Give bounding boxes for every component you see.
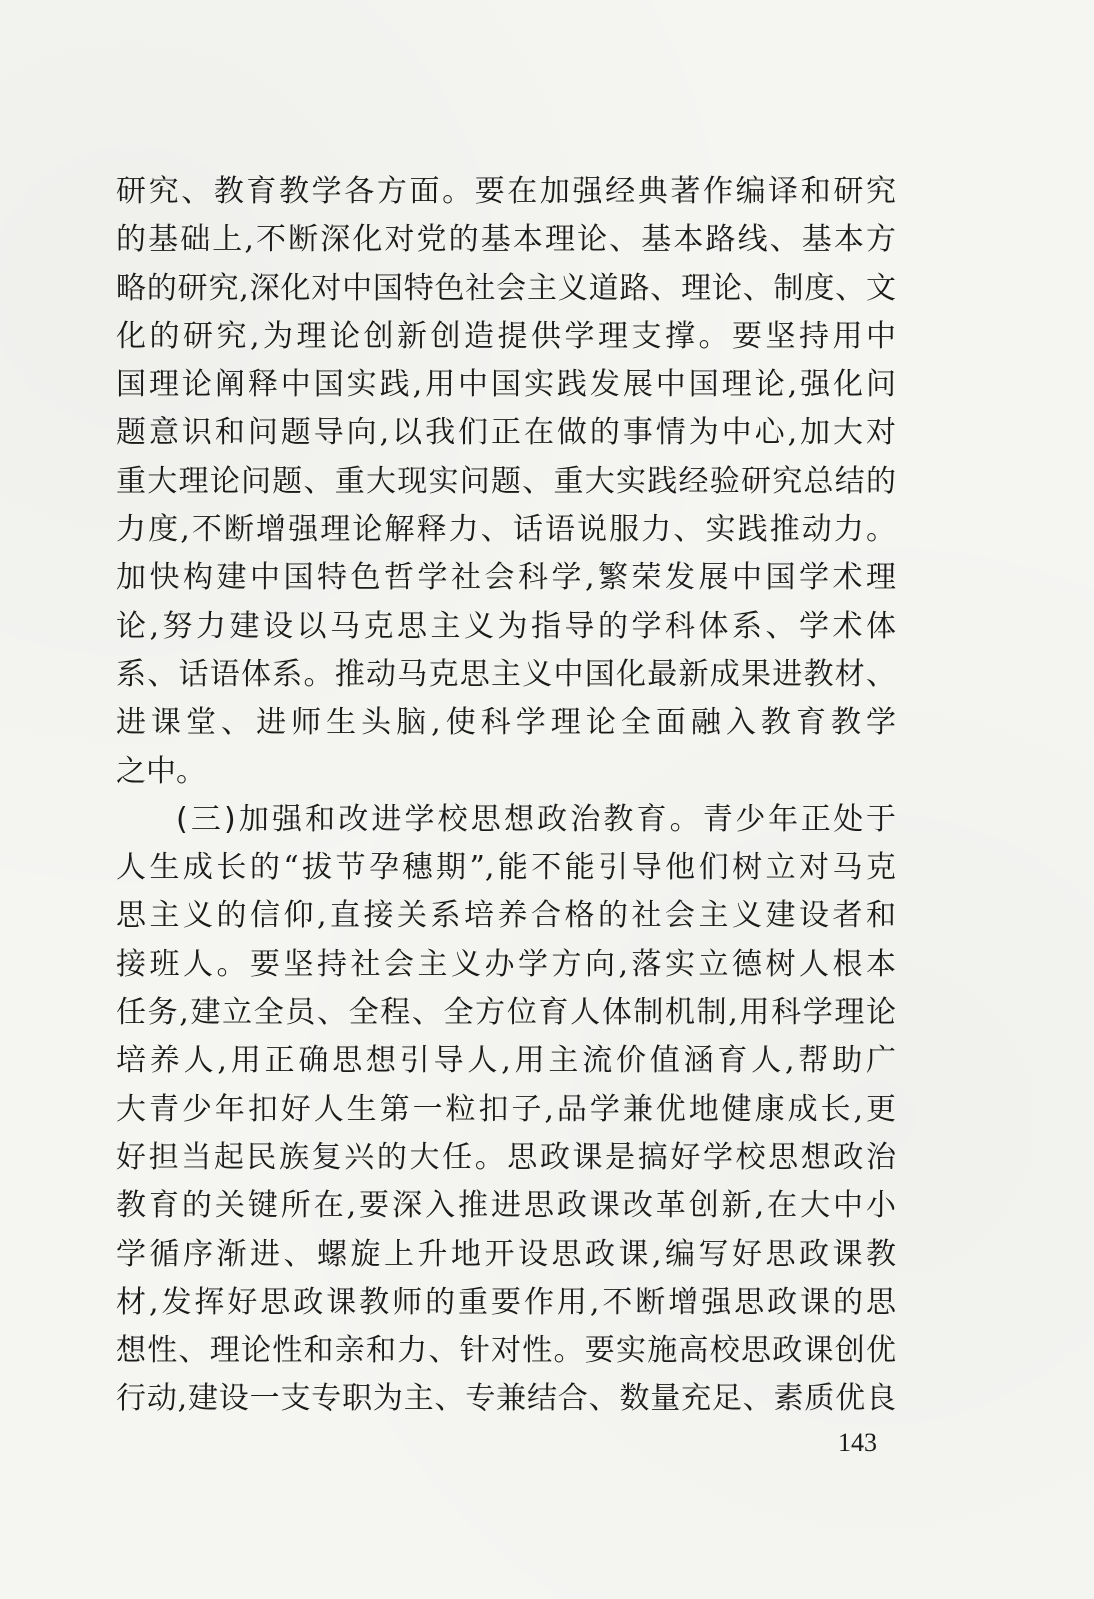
text-line: 的基础上,不断深化对党的基本理论、基本路线、基本方 [116, 222, 896, 258]
text-line: 学循序渐进、螺旋上升地开设思政课,编写好思政课教 [116, 1236, 896, 1272]
text-line: 力度,不断增强理论解释力、话语说服力、实践推动力。 [116, 512, 896, 548]
text-line: 略的研究,深化对中国特色社会主义道路、理论、制度、文 [116, 270, 896, 306]
text-line: 题意识和问题导向,以我们正在做的事情为中心,加大对 [116, 415, 896, 451]
text-line: 国理论阐释中国实践,用中国实践发展中国理论,强化问 [116, 367, 896, 403]
text-line: 论,努力建设以马克思主义为指导的学科体系、学术体 [116, 608, 896, 644]
text-line: 培养人,用正确思想引导人,用主流价值涵育人,帮助广 [116, 1043, 896, 1079]
section-heading: (三)加强和改进学校思想政治教育。 [176, 801, 703, 837]
text-line: 接班人。要坚持社会主义办学方向,落实立德树人根本 [116, 946, 896, 982]
text-line: 材,发挥好思政课教师的重要作用,不断增强思政课的思 [116, 1284, 896, 1320]
text-line: 加快构建中国特色哲学社会科学,繁荣发展中国学术理 [116, 560, 896, 596]
text-line: 任务,建立全员、全程、全方位育人体制机制,用科学理论 [116, 995, 896, 1031]
text-line: 大青少年扣好人生第一粒扣子,品学兼优地健康成长,更 [116, 1091, 896, 1127]
text-line: 教育的关键所在,要深入推进思政课改革创新,在大中小 [116, 1188, 896, 1224]
section-first-line-text: 青少年正处于 [702, 801, 896, 837]
page-number: 143 [838, 1428, 877, 1457]
text-line: 重大理论问题、重大现实问题、重大实践经验研究总结的 [116, 463, 896, 499]
text-line: 进课堂、进师生头脑,使科学理论全面融入教育教学 [116, 705, 896, 741]
section-first-line [116, 796, 896, 844]
text-line: 系、话语体系。推动马克思主义中国化最新成果进教材、 [116, 656, 896, 692]
text-line: 研究、教育教学各方面。要在加强经典著作编译和研究 [116, 174, 896, 209]
text-line: 思主义的信仰,直接关系培养合格的社会主义建设者和 [116, 898, 896, 934]
body-text [116, 168, 896, 1424]
text-line: 化的研究,为理论创新创造提供学理支撑。要坚持用中 [116, 318, 896, 354]
text-line: 人生成长的“拔节孕穗期”,能不能引导他们树立对马克 [116, 850, 896, 886]
text-line: 好担当起民族复兴的大任。思政课是搞好学校思想政治 [116, 1139, 896, 1175]
text-line: 行动,建设一支专职为主、专兼结合、数量充足、素质优良 [116, 1381, 896, 1417]
paragraph-end-line: 之中。 [116, 753, 206, 789]
text-line: 想性、理论性和亲和力、针对性。要实施高校思政课创优 [116, 1333, 896, 1369]
